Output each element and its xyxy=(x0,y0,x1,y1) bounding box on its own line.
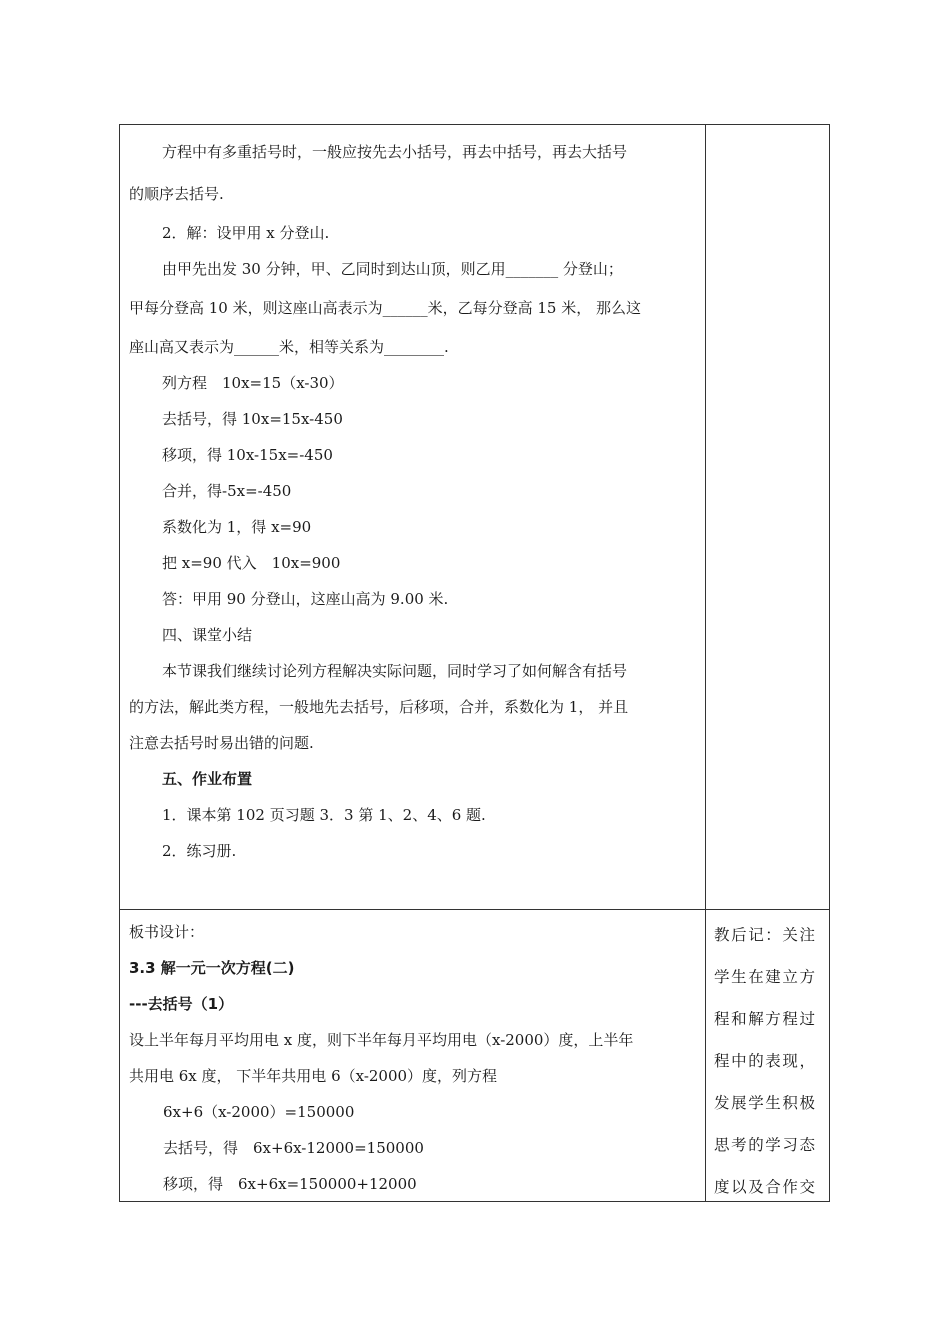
note-line: 教后记：关注 xyxy=(714,926,817,944)
text-line: 方程中有多重括号时，一般应按先去小括号，再去中括号，再去大括号 xyxy=(162,143,628,161)
note-line: 度以及合作交 xyxy=(714,1178,817,1196)
note-line: 思考的学习态 xyxy=(714,1136,817,1154)
note-line: 程和解方程过 xyxy=(714,1010,817,1028)
text-line: 甲每分登高 10 米，则这座山高表示为______米，乙每分登高 15 米， 那么这 xyxy=(129,299,642,317)
text-line: 移项，得 10x-15x=-450 xyxy=(162,446,333,464)
board-title: 板书设计： xyxy=(129,923,205,941)
lesson-table xyxy=(119,124,830,1202)
board-heading: 3.3 解一元一次方程(二) xyxy=(129,959,295,977)
text-line: 移项，得 6x+6x=150000+12000 xyxy=(163,1175,417,1193)
text-line: 去括号，得 6x+6x-12000=150000 xyxy=(163,1139,424,1157)
text-line: 的方法，解此类方程，一般地先去括号，后移项，合并，系数化为 1， 并且 xyxy=(129,698,629,716)
text-line: 系数化为 1，得 x=90 xyxy=(162,518,312,536)
board-design-cell xyxy=(120,910,705,1201)
note-line: 程中的表现， xyxy=(714,1052,817,1070)
text-line: 把 x=90 代入 10x=900 xyxy=(162,554,341,572)
text-line: 列方程 10x=15（x-30） xyxy=(162,374,344,392)
text-line: 1．课本第 102 页习题 3．3 第 1、2、4、6 题. xyxy=(162,806,486,824)
text-line: 由甲先出发 30 分钟，甲、乙同时到达山顶，则乙用_______ 分登山； xyxy=(162,260,623,278)
text-line: 6x+6（x-2000）=150000 xyxy=(163,1103,355,1121)
section-heading: 四、课堂小结 xyxy=(162,626,253,644)
note-line: 学生在建立方 xyxy=(714,968,817,986)
note-line: 发展学生积极 xyxy=(714,1094,817,1112)
text-line: 2．练习册. xyxy=(162,842,237,860)
text-line: 座山高又表示为______米，相等关系为________. xyxy=(129,338,449,356)
text-line: 去括号，得 10x=15x-450 xyxy=(162,410,343,428)
board-subheading: ---去括号（1） xyxy=(129,995,234,1013)
text-line: 的顺序去括号. xyxy=(129,185,224,203)
text-line: 合并，得-5x=-450 xyxy=(162,482,292,500)
lesson-content-cell xyxy=(120,125,705,909)
teaching-note-cell xyxy=(706,910,829,1201)
text-line: 设上半年每月平均用电 x 度，则下半年每月平均用电（x-2000）度，上半年 xyxy=(129,1031,634,1049)
text-line: 共用电 6x 度， 下半年共用电 6（x-2000）度，列方程 xyxy=(129,1067,498,1085)
text-line: 本节课我们继续讨论列方程解决实际问题，同时学习了如何解含有括号 xyxy=(162,662,628,680)
text-line: 答：甲用 90 分登山，这座山高为 9.00 米. xyxy=(162,590,449,608)
text-line: 注意去括号时易出错的问题. xyxy=(129,734,314,752)
text-line: 2．解：设甲用 x 分登山. xyxy=(162,224,330,242)
section-heading: 五、作业布置 xyxy=(162,770,253,788)
